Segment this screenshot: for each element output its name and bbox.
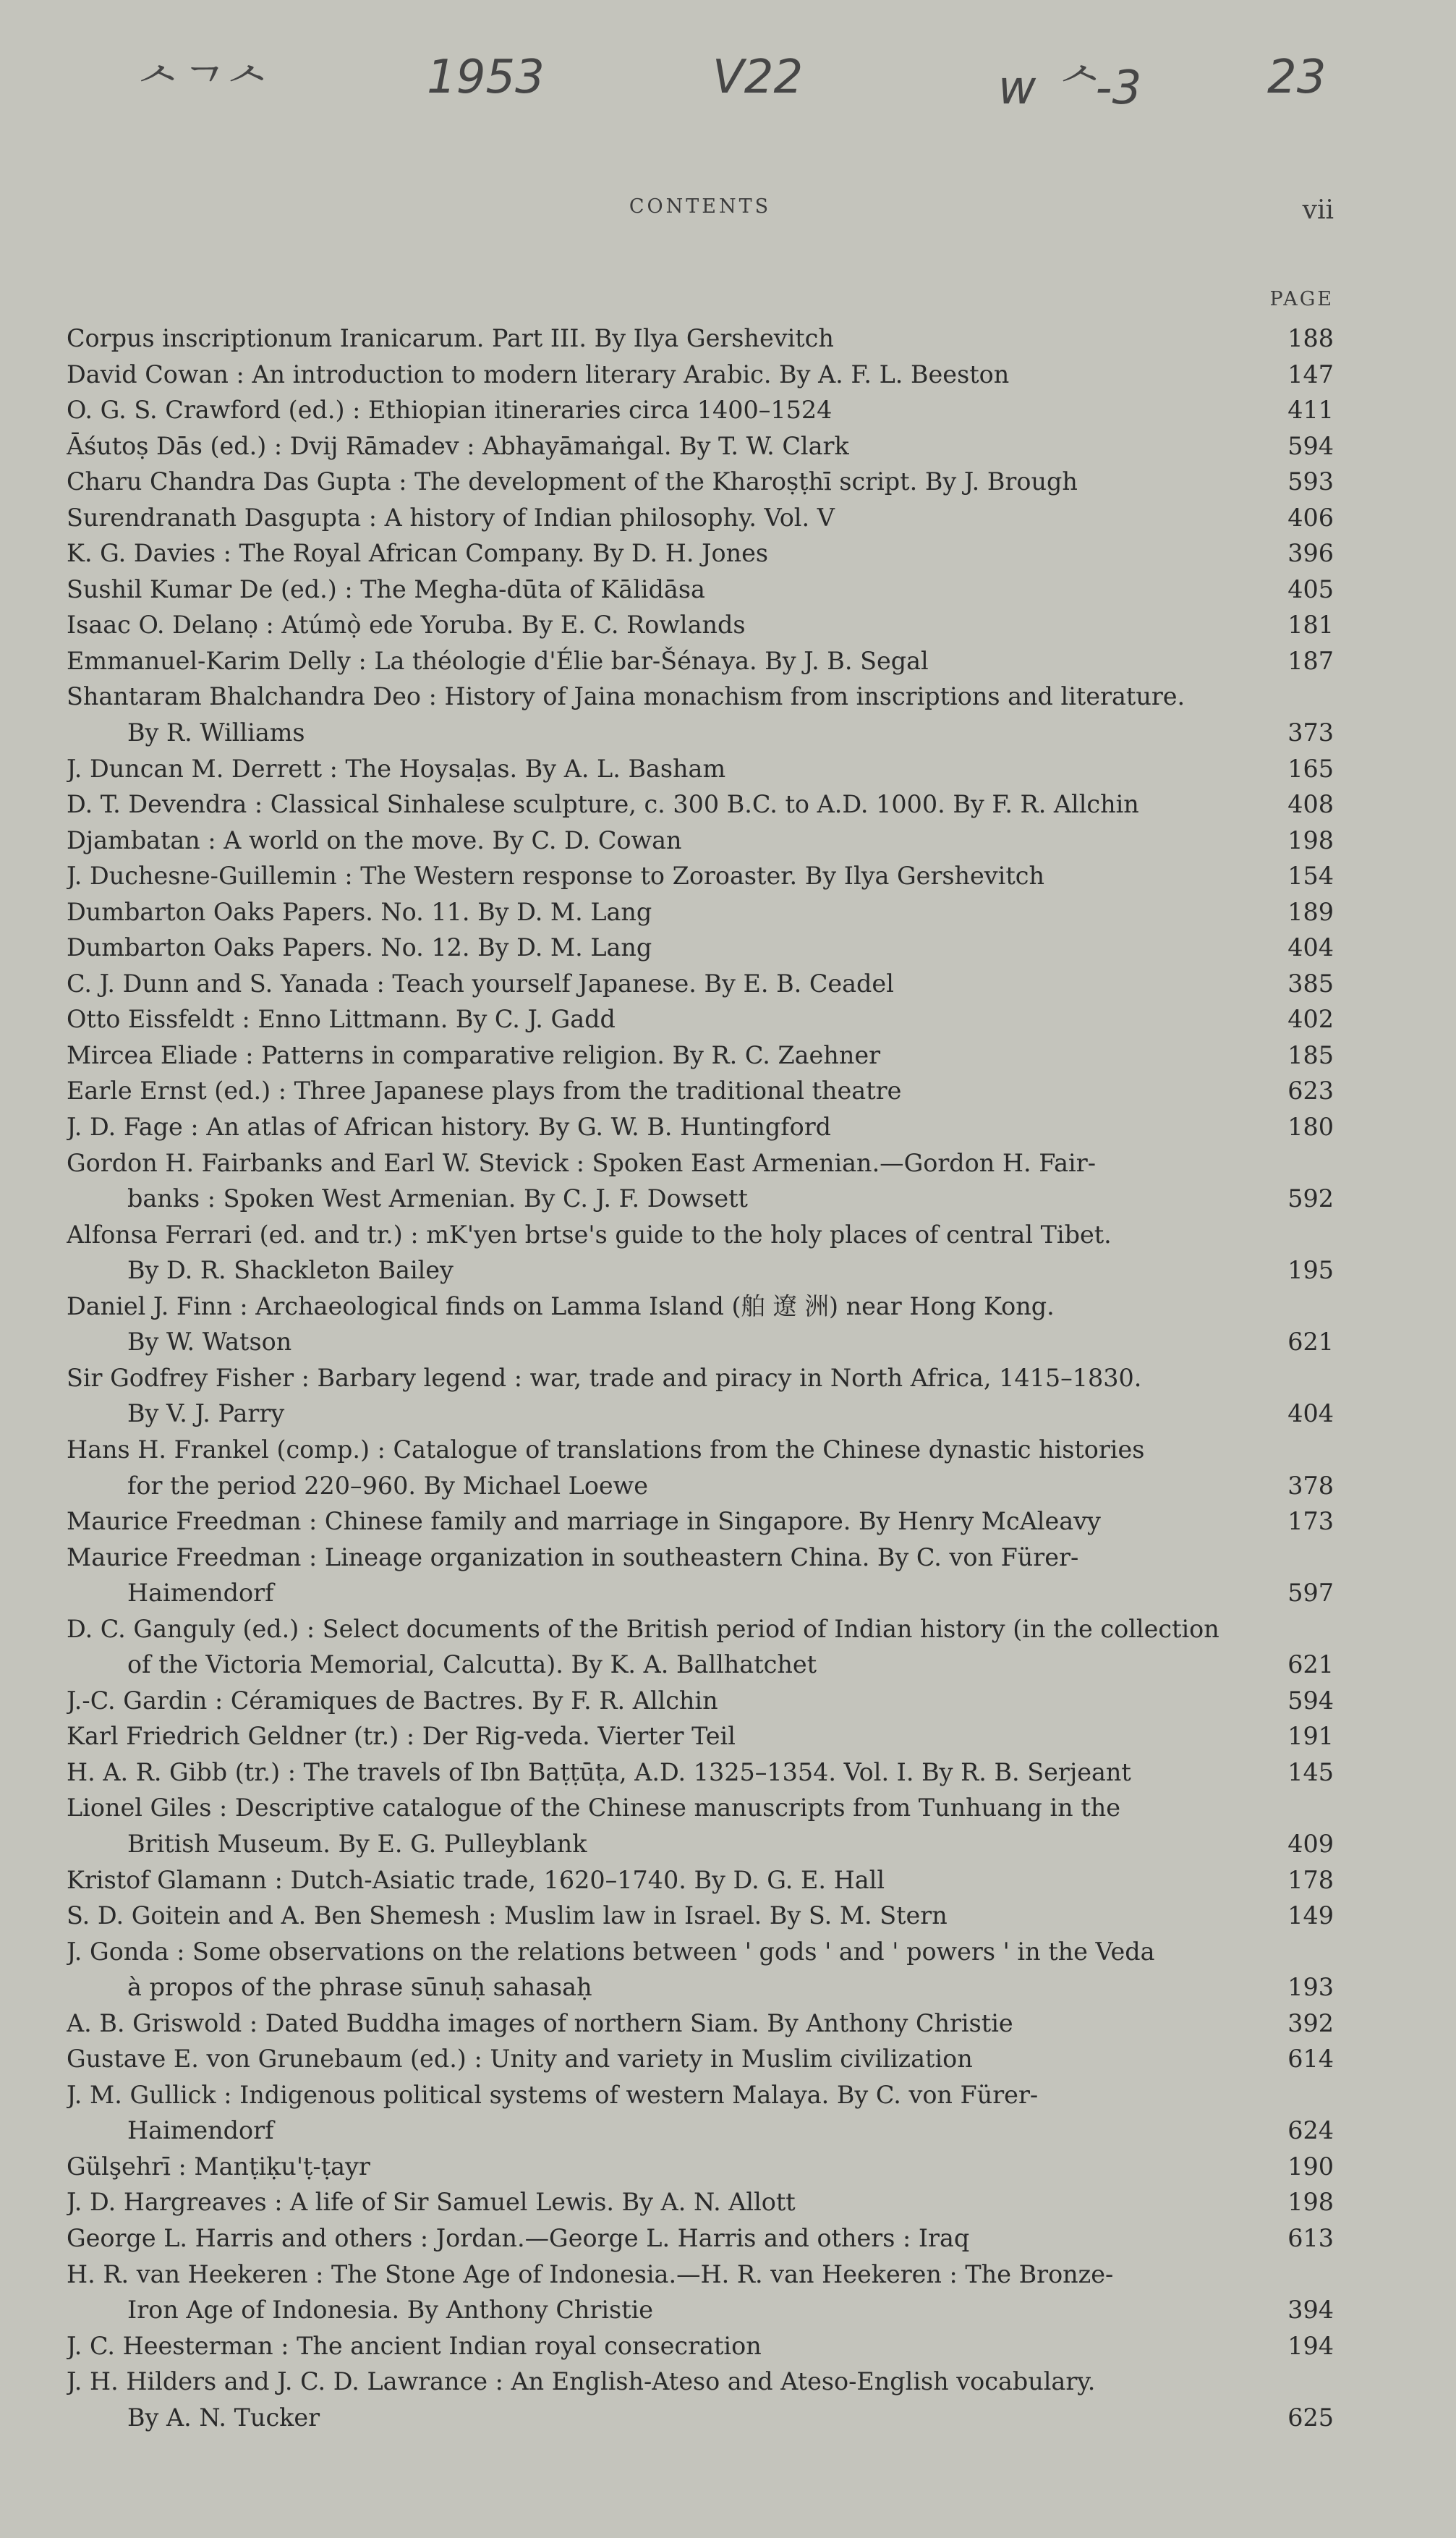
handwritten-mark-2: 1953 bbox=[427, 51, 545, 104]
entry-page-number: 195 bbox=[1287, 1256, 1334, 1285]
entry-text: D. T. Devendra : Classical Sinhalese sculpture, c. 300 B.C. to A.D. 1000. By F. R. Allchin bbox=[67, 790, 1139, 819]
contents-entry bbox=[67, 1540, 1334, 1611]
entry-text: Maurice Freedman : Chinese family and marriage in Singapore. By Henry McAleavy bbox=[67, 1507, 1101, 1536]
entry-page-number: 404 bbox=[1287, 1399, 1334, 1428]
entry-text: Surendranath Dasgupta : A history of Indian philosophy. Vol. V bbox=[67, 503, 835, 532]
contents-entry bbox=[67, 930, 1334, 966]
entry-page-number: 178 bbox=[1287, 1865, 1334, 1894]
handwritten-mark-4: ᴡ ᄉ-3 bbox=[998, 61, 1142, 115]
entry-page-number: 624 bbox=[1287, 2116, 1334, 2145]
contents-entry bbox=[67, 1683, 1334, 1719]
handwritten-mark-5: 23 bbox=[1267, 51, 1327, 104]
entry-text: Djambatan : A world on the move. By C. D. Cowan bbox=[67, 826, 682, 854]
entry-text: J. D. Hargreaves : A life of Sir Samuel Lewis. By A. N. Allott bbox=[67, 2188, 796, 2217]
entry-page-number: 402 bbox=[1287, 1005, 1334, 1034]
contents-entry bbox=[67, 1898, 1334, 1934]
handwritten-shelfmarks bbox=[0, 29, 1456, 137]
entry-page-number: 154 bbox=[1287, 862, 1334, 891]
entry-text: D. C. Ganguly (ed.) : Select documents of the British period of Indian history (in the collection bbox=[67, 1614, 1219, 1643]
entry-text: Shantaram Bhalchandra Deo : History of Jaina monachism from inscriptions and literature. bbox=[67, 682, 1185, 711]
contents-entry bbox=[67, 1001, 1334, 1037]
entry-page-number: 187 bbox=[1287, 646, 1334, 675]
entry-page-number: 592 bbox=[1287, 1184, 1334, 1213]
contents-entry bbox=[67, 823, 1334, 859]
entry-page-number: 149 bbox=[1287, 1901, 1334, 1930]
entry-page-number: 406 bbox=[1287, 503, 1334, 532]
contents-entry bbox=[67, 858, 1334, 894]
contents-entry bbox=[67, 500, 1334, 536]
entry-text: Āśutoṣ Dās (ed.) : Dvij Rāmadev : Abhayāmaṅgal. By T. W. Clark bbox=[67, 431, 849, 460]
contents-entry bbox=[67, 1145, 1334, 1217]
contents-entry bbox=[67, 1109, 1334, 1145]
contents-entry bbox=[67, 786, 1334, 823]
entry-page-number: 594 bbox=[1287, 1686, 1334, 1715]
contents-entry bbox=[67, 2257, 1334, 2328]
entry-page-number: 396 bbox=[1287, 539, 1334, 568]
entry-text: Maurice Freedman : Lineage organization in southeastern China. By C. von Fürer- bbox=[67, 1542, 1079, 1571]
folio-number: vii bbox=[1302, 195, 1334, 225]
entry-text: H. R. van Heekeren : The Stone Age of Indonesia.—H. R. van Heekeren : The Bronze- bbox=[67, 2259, 1114, 2288]
entry-page-number: 191 bbox=[1287, 1722, 1334, 1751]
contents-entry bbox=[67, 1073, 1334, 1109]
contents-entry bbox=[67, 643, 1334, 679]
entry-page-number: 411 bbox=[1287, 396, 1334, 425]
contents-entry bbox=[67, 679, 1334, 750]
contents-entry bbox=[67, 464, 1334, 500]
entry-text: J. Duchesne-Guillemin : The Western response to Zoroaster. By Ilya Gershevitch bbox=[67, 862, 1044, 891]
contents-entry bbox=[67, 2077, 1334, 2149]
entry-text: C. J. Dunn and S. Yanada : Teach yourself Japanese. By E. B. Ceadel bbox=[67, 969, 894, 998]
entry-page-number: 621 bbox=[1287, 1328, 1334, 1357]
contents-entry bbox=[67, 392, 1334, 428]
contents-entry bbox=[67, 1934, 1334, 2006]
entry-text: Karl Friedrich Geldner (tr.) : Der Rig-veda. Vierter Teil bbox=[67, 1722, 736, 1751]
entry-text: Mircea Eliade : Patterns in comparative religion. By R. C. Zaehner bbox=[67, 1040, 881, 1069]
running-header bbox=[67, 195, 1334, 232]
contents-entry bbox=[67, 357, 1334, 393]
entry-page-number: 613 bbox=[1287, 2223, 1334, 2252]
entry-page-number: 621 bbox=[1287, 1650, 1334, 1679]
contents-entry bbox=[67, 1360, 1334, 1432]
entry-text: J. C. Heesterman : The ancient Indian royal consecration bbox=[67, 2331, 762, 2360]
entry-text: Daniel J. Finn : Archaeological finds on Lamma Island (舶 遼 洲) near Hong Kong. bbox=[67, 1291, 1055, 1320]
entry-text: J. Duncan M. Derrett : The Hoysaḷas. By A. L. Basham bbox=[67, 754, 726, 783]
entry-text-continued: By D. R. Shackleton Bailey bbox=[127, 1256, 454, 1285]
entry-text-continued: à propos of the phrase sūnuḥ sahasaḥ bbox=[127, 1973, 592, 2002]
entry-text: George L. Harris and others : Jordan.—George L. Harris and others : Iraq bbox=[67, 2223, 970, 2252]
entry-page-number: 198 bbox=[1287, 2188, 1334, 2217]
contents-entry bbox=[67, 572, 1334, 608]
contents-entry bbox=[67, 1754, 1334, 1791]
entry-text: J. Gonda : Some observations on the relations between ' gods ' and ' powers ' in the Veda bbox=[67, 1937, 1155, 1966]
entry-text: Sushil Kumar De (ed.) : The Megha-dūta of Kālidāsa bbox=[67, 574, 705, 603]
entry-page-number: 145 bbox=[1287, 1757, 1334, 1786]
entry-page-number: 165 bbox=[1287, 754, 1334, 783]
handwritten-mark-1: ᄉᄀᄉ bbox=[129, 61, 263, 115]
entry-text: Hans H. Frankel (comp.) : Catalogue of translations from the Chinese dynastic histories bbox=[67, 1435, 1145, 1464]
entry-text-continued: By R. Williams bbox=[127, 718, 305, 747]
contents-list bbox=[67, 321, 1334, 2435]
entry-page-number: 194 bbox=[1287, 2331, 1334, 2360]
entry-text-continued: Iron Age of Indonesia. By Anthony Christie bbox=[127, 2296, 654, 2325]
entry-page-number: 623 bbox=[1287, 1077, 1334, 1105]
contents-entry bbox=[67, 535, 1334, 572]
entry-text: Otto Eissfeldt : Enno Littmann. By C. J. Gadd bbox=[67, 1005, 616, 1034]
contents-entry bbox=[67, 1037, 1334, 1074]
entry-text-continued: By W. Watson bbox=[127, 1328, 292, 1357]
entry-text: Isaac O. Delanọ : Atúmọ̀ ede Yoruba. By E. C. Rowlands bbox=[67, 611, 746, 640]
entry-text: Corpus inscriptionum Iranicarum. Part III. By Ilya Gershevitch bbox=[67, 324, 834, 352]
entry-page-number: 614 bbox=[1287, 2045, 1334, 2074]
entry-page-number: 625 bbox=[1287, 2403, 1334, 2432]
entry-page-number: 392 bbox=[1287, 2008, 1334, 2037]
entry-text: Alfonsa Ferrari (ed. and tr.) : mK'yen brtse's guide to the holy places of central Tibet. bbox=[67, 1220, 1112, 1249]
entry-text: J. M. Gullick : Indigenous political systems of western Malaya. By C. von Fürer- bbox=[67, 2080, 1039, 2109]
contents-entry bbox=[67, 1289, 1334, 1360]
contents-entry bbox=[67, 1790, 1334, 1862]
entry-page-number: 385 bbox=[1287, 969, 1334, 998]
entry-text: Dumbarton Oaks Papers. No. 12. By D. M. Lang bbox=[67, 933, 652, 962]
entry-text: Sir Godfrey Fisher : Barbary legend : war, trade and piracy in North Africa, 1415–1830. bbox=[67, 1363, 1142, 1392]
entry-text: Kristof Glamann : Dutch-Asiatic trade, 1620–1740. By D. G. E. Hall bbox=[67, 1865, 885, 1894]
entry-text: A. B. Griswold : Dated Buddha images of northern Siam. By Anthony Christie bbox=[67, 2008, 1013, 2037]
entry-text: O. G. S. Crawford (ed.) : Ethiopian itineraries circa 1400–1524 bbox=[67, 396, 833, 425]
entry-text: Dumbarton Oaks Papers. No. 11. By D. M. Lang bbox=[67, 897, 652, 926]
entry-text: Earle Ernst (ed.) : Three Japanese plays from the traditional theatre bbox=[67, 1077, 902, 1105]
entry-page-number: 394 bbox=[1287, 2296, 1334, 2325]
page-column-label: PAGE bbox=[1269, 288, 1334, 310]
contents-entry bbox=[67, 2364, 1334, 2435]
contents-entry bbox=[67, 1432, 1334, 1503]
entry-page-number: 404 bbox=[1287, 933, 1334, 962]
entry-page-number: 198 bbox=[1287, 826, 1334, 854]
contents-entry bbox=[67, 2006, 1334, 2042]
entry-page-number: 593 bbox=[1287, 467, 1334, 496]
contents-entry bbox=[67, 1718, 1334, 1754]
entry-text-continued: for the period 220–960. By Michael Loewe bbox=[127, 1471, 649, 1500]
entry-page-number: 193 bbox=[1287, 1973, 1334, 2002]
contents-entry bbox=[67, 2041, 1334, 2077]
entry-text-continued: British Museum. By E. G. Pulleyblank bbox=[127, 1829, 587, 1858]
contents-entry bbox=[67, 1862, 1334, 1898]
entry-page-number: 188 bbox=[1287, 324, 1334, 352]
contents-entry bbox=[67, 1611, 1334, 1683]
entry-page-number: 373 bbox=[1287, 718, 1334, 747]
entry-page-number: 594 bbox=[1287, 431, 1334, 460]
entry-page-number: 147 bbox=[1287, 360, 1334, 389]
entry-text-continued: By V. J. Parry bbox=[127, 1399, 285, 1428]
entry-page-number: 597 bbox=[1287, 1579, 1334, 1608]
entry-text: Gordon H. Fairbanks and Earl W. Stevick : Spoken East Armenian.—Gordon H. Fair- bbox=[67, 1148, 1096, 1177]
entry-page-number: 408 bbox=[1287, 790, 1334, 819]
entry-text: Charu Chandra Das Gupta : The development of the Kharoṣṭhī script. By J. Brough bbox=[67, 467, 1078, 496]
entry-text-continued: Haimendorf bbox=[127, 2116, 274, 2145]
contents-entry bbox=[67, 2328, 1334, 2364]
entry-text: J.-C. Gardin : Céramiques de Bactres. By F. R. Allchin bbox=[67, 1686, 718, 1715]
entry-page-number: 190 bbox=[1287, 2152, 1334, 2181]
entry-page-number: 181 bbox=[1287, 611, 1334, 640]
contents-entry bbox=[67, 2220, 1334, 2257]
entry-page-number: 405 bbox=[1287, 574, 1334, 603]
entry-text: J. D. Fage : An atlas of African history. By G. W. B. Huntingford bbox=[67, 1113, 832, 1142]
entry-text: Gülşehrī : Manṭiḳu'ṭ-ṭayr bbox=[67, 2152, 370, 2181]
entry-page-number: 409 bbox=[1287, 1829, 1334, 1858]
entry-text: Gustave E. von Grunebaum (ed.) : Unity and variety in Muslim civilization bbox=[67, 2045, 973, 2074]
entry-text: David Cowan : An introduction to modern literary Arabic. By A. F. L. Beeston bbox=[67, 360, 1010, 389]
entry-page-number: 189 bbox=[1287, 897, 1334, 926]
contents-entry bbox=[67, 894, 1334, 930]
entry-text: S. D. Goitein and A. Ben Shemesh : Muslim law in Israel. By S. M. Stern bbox=[67, 1901, 948, 1930]
entry-text-continued: banks : Spoken West Armenian. By C. J. F. Dowsett bbox=[127, 1184, 748, 1213]
contents-entry bbox=[67, 428, 1334, 464]
entry-text: Emmanuel-Karim Delly : La théologie d'Élie bar-Šénaya. By J. B. Segal bbox=[67, 646, 929, 675]
contents-entry bbox=[67, 751, 1334, 787]
entry-text: H. A. R. Gibb (tr.) : The travels of Ibn Baṭṭūṭa, A.D. 1325–1354. Vol. I. By R. B. Serjeant bbox=[67, 1757, 1131, 1786]
entry-text-continued: Haimendorf bbox=[127, 1579, 274, 1608]
entry-page-number: 173 bbox=[1287, 1507, 1334, 1536]
contents-entry bbox=[67, 2184, 1334, 2220]
entry-page-number: 378 bbox=[1287, 1471, 1334, 1500]
entry-text-continued: By A. N. Tucker bbox=[127, 2403, 320, 2432]
handwritten-mark-3: V22 bbox=[712, 51, 804, 104]
entry-page-number: 180 bbox=[1287, 1113, 1334, 1142]
entry-text: J. H. Hilders and J. C. D. Lawrance : An English-Ateso and Ateso-English vocabulary. bbox=[67, 2367, 1096, 2396]
running-title: CONTENTS bbox=[629, 195, 772, 218]
contents-entry bbox=[67, 607, 1334, 643]
entry-text: K. G. Davies : The Royal African Company. By D. H. Jones bbox=[67, 539, 769, 568]
contents-entry bbox=[67, 1217, 1334, 1289]
entry-text: Lionel Giles : Descriptive catalogue of the Chinese manuscripts from Tunhuang in the bbox=[67, 1794, 1120, 1822]
entry-page-number: 185 bbox=[1287, 1040, 1334, 1069]
entry-text-continued: of the Victoria Memorial, Calcutta). By K. A. Ballhatchet bbox=[127, 1650, 817, 1679]
contents-entry bbox=[67, 1503, 1334, 1540]
contents-entry bbox=[67, 321, 1334, 357]
contents-entry bbox=[67, 966, 1334, 1002]
contents-entry bbox=[67, 2149, 1334, 2185]
